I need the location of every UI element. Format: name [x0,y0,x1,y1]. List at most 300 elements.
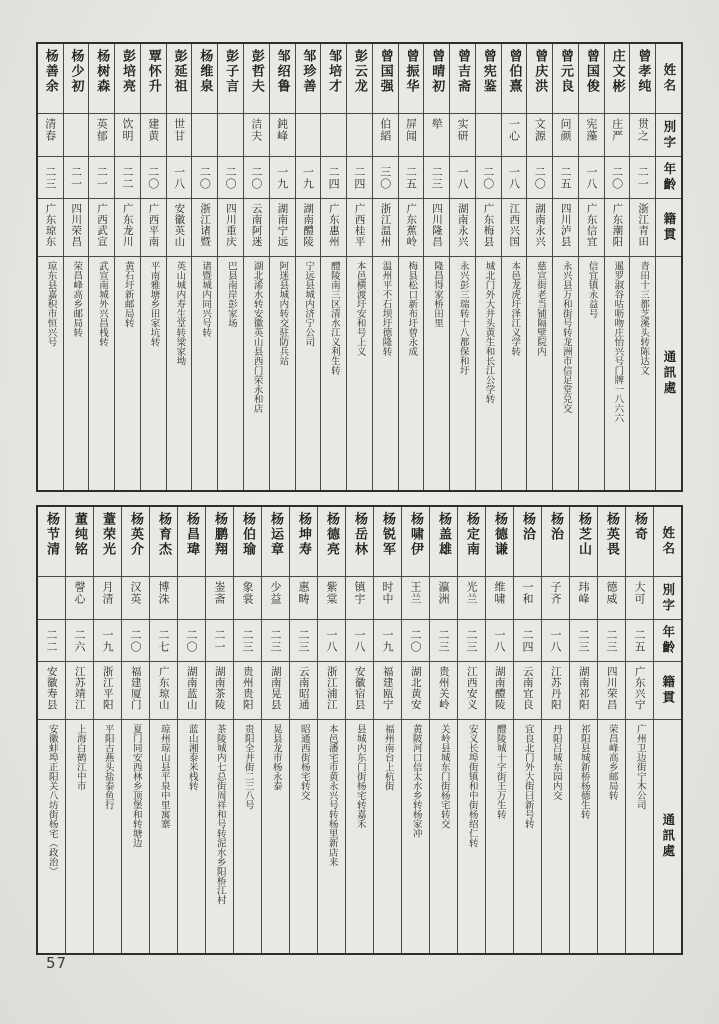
native-cell [218,199,243,257]
age-cell [178,620,205,662]
addr-cell [66,720,93,953]
addr-text: 琼东县嘉积市恒兴号 [45,261,57,347]
name-text: 彭培亮 [120,49,136,94]
name-cell [458,507,485,577]
native-cell [598,662,625,720]
native-cell [141,199,166,257]
addr-text: 晃县龙市杨永泰 [270,724,282,791]
row-label-cell [654,720,681,953]
age-text: 二二 [121,165,135,190]
addr-cell [244,257,269,490]
native-text: 云南昭通 [297,666,310,710]
age-cell [141,157,166,199]
name-text: 曾元良 [558,49,574,94]
native-text: 四川重庆 [224,203,237,247]
row-label-text: 年齡 [661,162,677,193]
zi-text: 英郁 [95,118,109,142]
native-text: 贵州贵阳 [241,666,254,710]
entry-column [398,44,424,490]
addr-text: 琼州琼山县平泉中里寓寨 [158,724,170,829]
zi-text: 贯之 [636,118,650,142]
name-text: 彭哲夫 [248,49,264,94]
age-cell [122,620,149,662]
addr-cell [234,720,261,953]
native-text: 湖南醴陵 [493,666,506,710]
row-label-text: 姓名 [660,526,676,557]
addr-text: 贵阳全井街二三八号 [242,724,254,810]
entry-column [65,507,93,953]
zi-cell [486,577,513,620]
addr-cell [167,257,192,490]
addr-text: 梅县松口新布圩曾永成 [406,261,418,356]
native-cell [514,662,541,720]
age-cell [290,620,317,662]
zi-text: 玮峰 [577,581,590,605]
name-cell [89,44,114,114]
age-cell [598,620,625,662]
entry-column [38,44,63,490]
native-cell [66,662,93,720]
name-text: 曾庆洪 [532,49,548,94]
age-cell [570,620,597,662]
addr-cell [270,257,295,490]
addr-cell [486,720,513,953]
addr-text: 本邑横渡圩安和号上义 [354,261,366,356]
age-text: 一八 [353,628,366,653]
addr-text: 宜良北门外大街曰新号转 [522,724,534,829]
name-text: 杨盖雄 [436,512,451,557]
addr-text: 蓝山湘泰米栈转 [186,724,198,791]
age-text: 一八 [172,165,186,190]
addr-text: 醴陵城十字街王万生转 [494,724,506,819]
zi-cell [218,114,243,157]
zi-text: 子齐 [549,581,562,605]
addr-text: 隆昌得家桥田里 [431,261,443,328]
entry-column [401,507,429,953]
native-text: 广东惠州 [327,203,340,247]
entry-column [475,44,501,490]
native-cell [206,662,233,720]
addr-text: 茶陵城内七总街周祥和号转泥水乡阳桥江村 [214,724,226,905]
addr-text: 安徽蚌埠正阳关八坊街杨宅（政治） [46,724,58,876]
age-cell [514,620,541,662]
native-cell [89,199,114,257]
row-label-text: 別字 [660,582,676,614]
name-text: 彭云龙 [351,49,367,94]
addr-cell [430,720,457,953]
addr-text: 荣昌峰高乡邮局转 [606,724,618,800]
row-label-text: 通訊處 [661,350,677,397]
native-text: 湖南宁远 [276,203,289,247]
addr-cell [38,720,65,953]
native-cell [38,199,63,257]
row-label-text: 籍貫 [660,675,676,706]
name-text: 杨锐军 [380,512,395,557]
name-text: 曾振华 [403,49,419,94]
native-cell [262,662,289,720]
name-cell [218,44,243,114]
age-cell [399,157,424,199]
entry-column [320,44,346,490]
name-text: 曾吉斋 [454,49,470,94]
zi-cell [626,577,653,620]
addr-text: 丹阳吕城东园内交 [550,724,562,800]
age-cell [192,157,217,199]
addr-text: 宁远县城内济宁公司 [303,261,315,347]
native-cell [150,662,177,720]
entry-column [457,507,485,953]
entry-column [513,507,541,953]
directory-table-top [36,42,683,492]
addr-cell [346,720,373,953]
native-cell [192,199,217,257]
addr-cell [150,720,177,953]
name-text: 杨洽 [520,512,535,542]
addr-text: 巴县南岸彭家场 [225,261,237,328]
addr-cell [141,257,166,490]
addr-text: 城北门外大井头黄生和长江公学转 [483,261,495,404]
zi-cell [141,114,166,157]
header-column [653,507,681,953]
native-cell [630,199,655,257]
zi-text: 象裳 [241,581,254,605]
zi-text: 问颜 [559,118,573,142]
name-cell [192,44,217,114]
native-cell [373,199,398,257]
native-text: 广东蕉岭 [405,203,418,247]
age-text: 二三 [269,628,282,653]
age-cell [244,157,269,199]
name-cell [321,44,346,114]
addr-text: 湖北浠水转安徽英山县西门荣永和店 [251,261,263,413]
addr-text: 安义长埠街镇和中街杨绍仁转 [466,724,478,848]
native-cell [318,662,345,720]
zi-text: 犖 [430,118,444,130]
native-cell [542,662,569,720]
addr-cell [321,257,346,490]
age-text: 一八 [584,165,598,190]
entry-column [295,44,321,490]
entry-column [121,507,149,953]
addr-text: 夏门同安西林乡顶堡和转塘边 [130,724,142,848]
age-cell [94,620,121,662]
zi-text: 大可 [633,581,646,605]
zi-text: 光兰 [465,581,478,605]
age-cell [66,620,93,662]
addr-cell [373,257,398,490]
age-text: 一八 [325,628,338,653]
addr-cell [626,720,653,953]
age-cell [476,157,501,199]
zi-cell [150,577,177,620]
native-text: 江西兴国 [508,203,521,247]
row-label-text: 年齡 [660,625,676,656]
age-cell [450,157,475,199]
name-cell [486,507,513,577]
addr-cell [89,257,114,490]
entry-column [429,507,457,953]
age-cell [458,620,485,662]
native-text: 湖南永兴 [534,203,547,247]
entry-column [485,507,513,953]
entry-column [597,507,625,953]
zi-cell [605,114,630,157]
row-label-text: 別字 [661,119,677,151]
zi-text: 惠畴 [297,581,310,605]
name-cell [373,44,398,114]
native-cell [347,199,372,257]
zi-text: 世甘 [172,118,186,142]
entry-column [93,507,121,953]
age-text: 二〇 [249,165,263,190]
zi-cell [598,577,625,620]
zi-cell [167,114,192,157]
native-text: 广东兴宁 [633,666,646,710]
name-text: 邹绍鲁 [274,49,290,94]
name-text: 曾国俊 [583,49,599,94]
zi-cell [424,114,449,157]
name-cell [141,44,166,114]
entry-column [345,507,373,953]
addr-cell [374,720,401,953]
age-text: 二三 [605,628,618,653]
entry-column [578,44,604,490]
age-cell [542,620,569,662]
native-cell [402,662,429,720]
addr-text: 武宣南城外兴昌栈转 [97,261,109,347]
name-cell [598,507,625,577]
addr-cell [218,257,243,490]
name-text: 杨德亮 [324,512,339,557]
row-label-text: 籍貫 [661,212,677,243]
native-cell [290,662,317,720]
zi-text: 实研 [455,118,469,142]
entry-column [38,507,65,953]
age-text: 二三 [43,165,57,190]
age-cell [430,620,457,662]
entry-column [552,44,578,490]
name-cell [178,507,205,577]
addr-text: 暹罗淑谷咕呖吻庄怡兴号门牌一八六六 [612,261,624,423]
zi-cell [122,577,149,620]
name-cell [514,507,541,577]
addr-text: 阿迷县城内转交驻防兵站 [277,261,289,366]
zi-cell [318,577,345,620]
addr-cell [476,257,501,490]
native-cell [244,199,269,257]
name-cell [122,507,149,577]
name-cell [38,507,65,577]
native-text: 云南宜良 [521,666,534,710]
native-cell [115,199,140,257]
zi-cell [374,577,401,620]
addr-cell [122,720,149,953]
zi-text: 紫棠 [325,581,338,605]
page-number: 57 [46,954,68,972]
addr-cell [178,720,205,953]
age-cell [321,157,346,199]
zi-text: 一和 [521,581,534,605]
name-text: 杨善余 [42,49,58,94]
name-cell [502,44,527,114]
name-text: 杨岳林 [352,512,367,557]
name-text: 曾晴初 [429,49,445,94]
name-cell [94,507,121,577]
native-cell [458,662,485,720]
native-text: 浙江温州 [379,203,392,247]
native-text: 广西武宣 [96,203,109,247]
age-cell [374,620,401,662]
age-text: 二七 [157,628,170,653]
zi-text: 饮明 [121,118,135,142]
directory-table-bottom [36,505,683,955]
age-text: 一九 [275,165,289,190]
age-text: 二二 [45,628,58,653]
native-cell [94,662,121,720]
name-text: 杨治 [548,512,563,542]
entry-column [604,44,630,490]
name-cell [450,44,475,114]
name-cell [150,507,177,577]
zi-cell [270,114,295,157]
name-cell [430,507,457,577]
native-cell [270,199,295,257]
header-column [655,44,681,490]
age-cell [64,157,89,199]
zi-text: 一心 [507,118,521,142]
name-cell [347,44,372,114]
age-text: 二三 [430,165,444,190]
zi-cell [630,114,655,157]
zi-text: 王兰 [409,581,422,605]
age-cell [318,620,345,662]
name-cell [262,507,289,577]
native-cell [167,199,192,257]
name-text: 曾伯熹 [506,49,522,94]
name-cell [318,507,345,577]
name-cell [115,44,140,114]
age-cell [234,620,261,662]
name-text: 杨英畏 [604,512,619,557]
zi-cell [553,114,578,157]
addr-text: 广州卫边街宁木公司 [634,724,646,810]
age-text: 二四 [352,165,366,190]
addr-cell [115,257,140,490]
entry-column [166,44,192,490]
addr-cell [630,257,655,490]
row-label-text: 通訊處 [660,813,676,860]
zi-cell [89,114,114,157]
entry-column [625,507,653,953]
name-cell [244,44,269,114]
native-cell [579,199,604,257]
name-text: 杨昌瑋 [184,512,199,557]
zi-text: 伯縚 [378,118,392,142]
age-cell [218,157,243,199]
addr-cell [347,257,372,490]
zi-cell [570,577,597,620]
entry-column [261,507,289,953]
age-cell [373,157,398,199]
addr-cell [38,257,63,490]
name-cell [346,507,373,577]
age-text: 一九 [101,628,114,653]
name-cell [64,44,89,114]
native-text: 江西安义 [465,666,478,710]
native-text: 广东琼东 [44,203,57,247]
addr-text: 永兴彭三瑞转十八都保和圩 [457,261,469,375]
native-cell [502,199,527,257]
name-cell [626,507,653,577]
zi-cell [38,114,63,157]
addr-cell [579,257,604,490]
zi-text: 文源 [533,118,547,142]
name-cell [296,44,321,114]
entry-column [372,44,398,490]
addr-text: 信宜镇永益号 [586,261,598,318]
age-text: 二三 [297,628,310,653]
zi-cell [234,577,261,620]
native-text: 广东龙川 [121,203,134,247]
zi-text: 建黄 [146,118,160,142]
name-text: 蕫荣光 [100,512,115,557]
name-cell [167,44,192,114]
name-text: 杨啸伊 [408,512,423,557]
age-cell [206,620,233,662]
native-text: 浙江浦江 [325,666,338,710]
native-cell [486,662,513,720]
addr-cell [64,257,89,490]
addr-cell [290,720,317,953]
native-cell [122,662,149,720]
age-text: 二四 [327,165,341,190]
age-cell [402,620,429,662]
zi-text: 崟斋 [213,581,226,605]
native-text: 湖南祁阳 [577,666,590,710]
age-cell [553,157,578,199]
native-cell [553,199,578,257]
native-text: 浙江青田 [637,203,650,247]
name-cell [542,507,569,577]
age-text: 二一 [213,628,226,653]
addr-text: 永兴县万和街号转龙洲市信足堂兑交 [560,261,572,413]
native-text: 湖南永兴 [456,203,469,247]
addr-text: 英山城内寿生堂转梁家坳 [174,261,186,366]
zi-text: 謦心 [73,581,86,605]
entry-column [191,44,217,490]
name-text: 邹培才 [326,49,342,94]
name-text: 杨维泉 [197,49,213,94]
zi-cell [38,577,65,620]
entry-column [289,507,317,953]
age-text: 二四 [521,628,534,653]
name-cell [66,507,93,577]
age-text: 二三 [577,628,590,653]
row-label-cell [656,114,681,157]
name-cell [579,44,604,114]
native-text: 广西桂平 [353,203,366,247]
name-text: 杨英介 [128,512,143,557]
zi-text: 镇宇 [353,581,366,605]
age-cell [167,157,192,199]
addr-cell [502,257,527,490]
age-text: 二〇 [185,628,198,653]
addr-cell [192,257,217,490]
zi-cell [514,577,541,620]
zi-cell [346,577,373,620]
addr-cell [514,720,541,953]
zi-cell [192,114,217,157]
